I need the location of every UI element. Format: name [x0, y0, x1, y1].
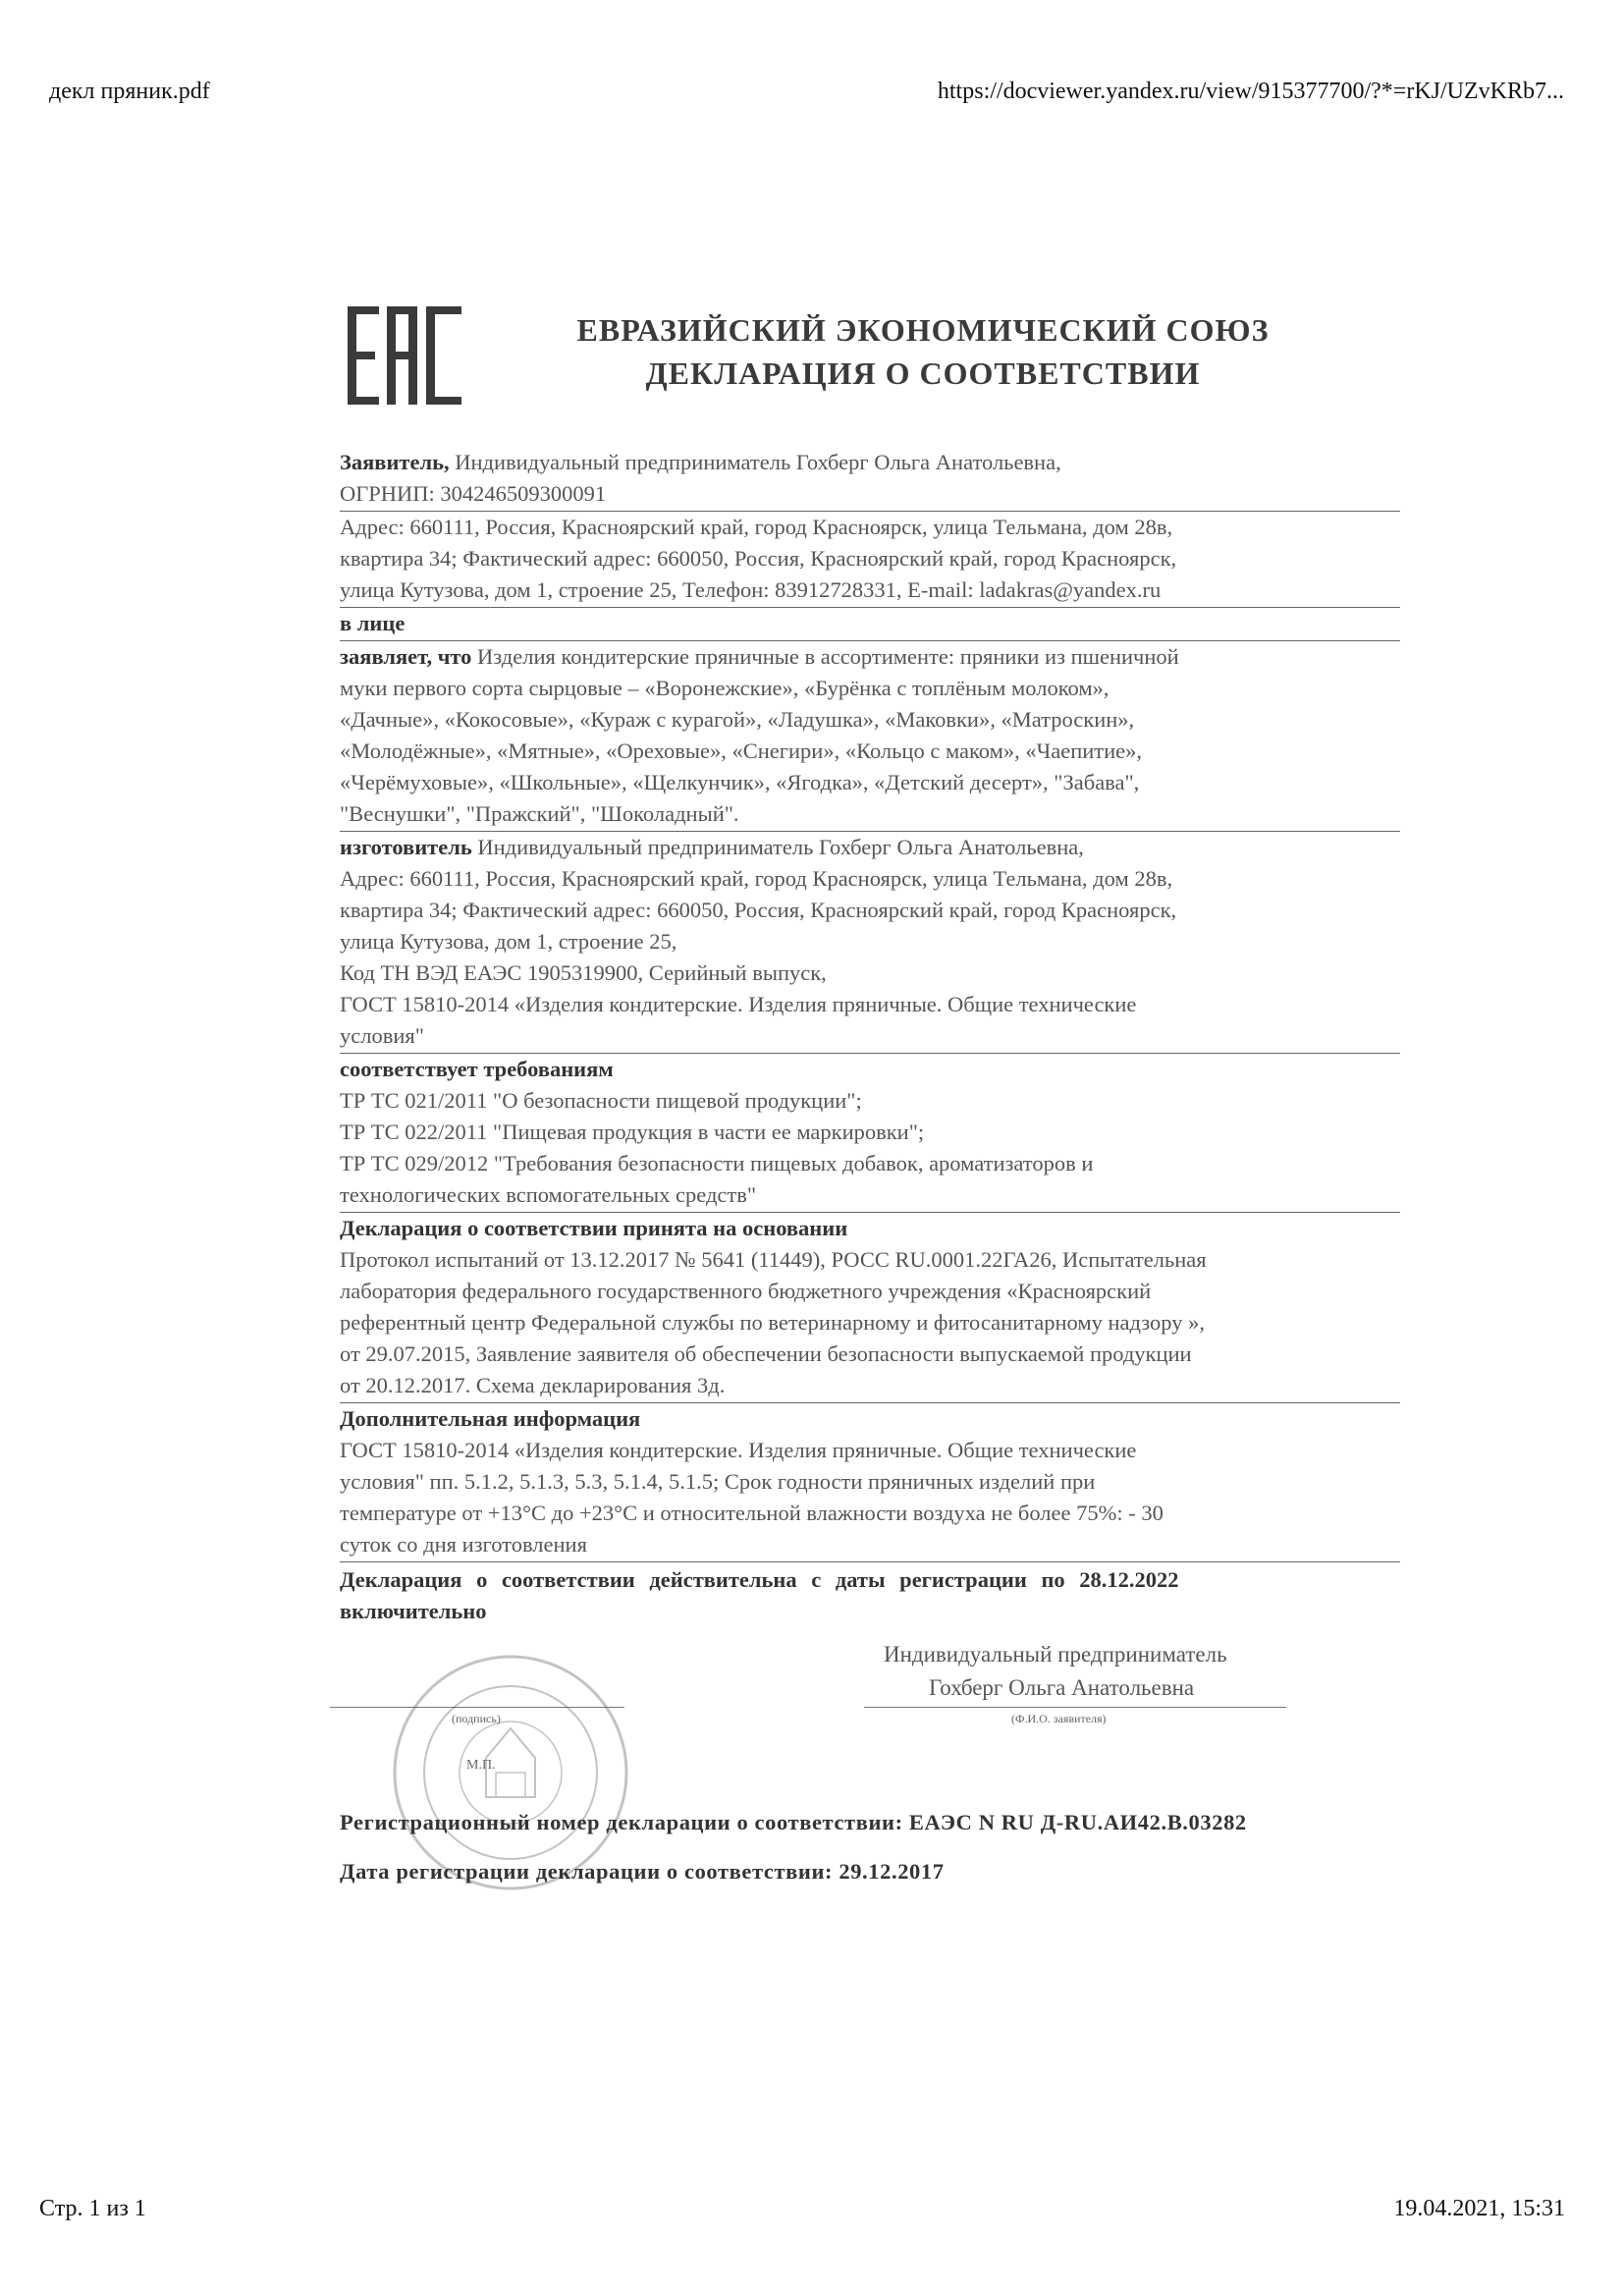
applicant-ogrnip: ОГРНИП: 304246509300091	[340, 481, 607, 506]
seal-caption: М.П.	[466, 1758, 496, 1773]
basis-line: от 20.12.2017. Схема декларирования 3д.	[340, 1373, 726, 1397]
registration-date	[340, 1859, 945, 1885]
additional-line: температуре от +13°С до +23°С и относительной влажности воздуха не более 75%: - 30	[340, 1501, 1164, 1525]
registration-date-value: 29.12.2017	[839, 1859, 945, 1884]
manufacturer-section	[340, 832, 1400, 1054]
declares-label: заявляет, что	[340, 644, 472, 669]
product-line: муки первого сорта сырцовые – «Воронежские», «Бурёнка с топлёным молоком»,	[340, 676, 1110, 700]
manufacturer-line: Адрес: 660111, Россия, Красноярский край, город Красноярск, улица Тельмана, дом 28в,	[340, 866, 1173, 891]
registration-number	[340, 1810, 1247, 1835]
product-line: «Черёмуховые», «Школьные», «Щелкунчик», «Ягодка», «Детский десерт», "Забава",	[340, 770, 1140, 794]
applicant-section	[340, 447, 1400, 512]
basis-line: от 29.07.2015, Заявление заявителя об обеспечении безопасности выпускаемой продукции	[340, 1341, 1192, 1366]
address-line: улица Кутузова, дом 1, строение 25, Телефон: 83912728331, E-mail: ladakras@yandex.ru	[340, 577, 1162, 602]
validity-text-end: включительно	[340, 1599, 487, 1623]
registration-number-label: Регистрационный номер декларации о соответствии:	[340, 1810, 903, 1834]
additional-label: Дополнительная информация	[340, 1406, 641, 1431]
applicant-address	[340, 512, 1400, 608]
basis-line: референтный центр Федеральной службы по ветеринарному и фитосанитарному надзору »,	[340, 1310, 1205, 1335]
product-line: Изделия кондитерские пряничные в ассортименте: пряники из пшеничной	[471, 644, 1179, 669]
product-line: «Молодёжные», «Мятные», «Ореховые», «Снегири», «Кольцо с маком», «Чаепитие»,	[340, 738, 1143, 763]
product-line: «Дачные», «Кокосовые», «Кураж с курагой», «Ладушка», «Маковки», «Матроскин»,	[340, 707, 1135, 732]
requirements-section	[340, 1054, 1400, 1213]
name-caption: (Ф.И.О. заявителя)	[1011, 1712, 1107, 1725]
print-url: https://docviewer.yandex.ru/view/915377700/?*=rKJ/UZvKRb7...	[937, 79, 1564, 104]
registration-date-label: Дата регистрации декларации о соответствии:	[340, 1859, 834, 1884]
print-filename: декл пряник.pdf	[49, 79, 210, 104]
manufacturer-label: изготовитель	[340, 835, 472, 859]
manufacturer-line: Индивидуальный предприниматель Гохберг Ольга Анатольевна,	[471, 835, 1084, 859]
basis-line: лаборатория федерального государственного бюджетного учреждения «Красноярский	[340, 1279, 1152, 1303]
name-line	[864, 1707, 1286, 1708]
requirement-line: ТР ТС 029/2012 "Требования безопасности пищевых добавок, ароматизаторов и	[340, 1151, 1094, 1175]
manufacturer-line: квартира 34; Фактический адрес: 660050, Россия, Красноярский край, город Красноярск,	[340, 898, 1177, 922]
declaration-title: ДЕКЛАРАЦИЯ О СООТВЕТСТВИИ	[645, 355, 1201, 391]
product-line: "Веснушки", "Пражский", "Шоколадный".	[340, 801, 739, 826]
address-line: Адрес: 660111, Россия, Красноярский край, город Красноярск, улица Тельмана, дом 28в,	[340, 515, 1173, 539]
manufacturer-line: улица Кутузова, дом 1, строение 25,	[340, 929, 677, 954]
applicant-label: Заявитель,	[340, 450, 450, 474]
additional-section	[340, 1403, 1400, 1562]
print-datetime: 19.04.2021, 15:31	[1393, 2196, 1565, 2221]
union-title: ЕВРАЗИЙСКИЙ ЭКОНОМИЧЕСКИЙ СОЮЗ	[576, 312, 1270, 348]
signer-name: Гохберг Ольга Анатольевна	[929, 1675, 1195, 1700]
eac-logo	[346, 302, 463, 410]
basis-label: Декларация о соответствии принята на основании	[340, 1216, 848, 1240]
additional-line: суток со дня изготовления	[340, 1532, 587, 1557]
requirement-line: ТР ТС 022/2011 "Пищевая продукция в части ее маркировки";	[340, 1120, 925, 1144]
in-person-section	[340, 608, 1400, 641]
signer-role: Индивидуальный предприниматель	[884, 1642, 1227, 1667]
basis-line: Протокол испытаний от 13.12.2017 № 5641 (11449), РОСС RU.0001.22ГА26, Испытательная	[340, 1247, 1207, 1272]
requirement-line: технологических вспомогательных средств"	[340, 1182, 757, 1207]
declaration-body	[340, 447, 1400, 1627]
additional-line: условия" пп. 5.1.2, 5.1.3, 5.3, 5.1.4, 5.1.5; Срок годности пряничных изделий при	[340, 1469, 1096, 1494]
applicant-name: Индивидуальный предприниматель Гохберг Ольга Анатольевна,	[449, 450, 1061, 474]
address-line: квартира 34; Фактический адрес: 660050, Россия, Красноярский край, город Красноярск,	[340, 546, 1177, 571]
in-person-label: в лице	[340, 611, 406, 635]
validity-text: Декларация о соответствии действительна с даты регистрации по 28.12.2022	[340, 1567, 1179, 1592]
manufacturer-line: Код ТН ВЭД ЕАЭС 1905319900, Серийный выпуск,	[340, 960, 827, 985]
additional-line: ГОСТ 15810-2014 «Изделия кондитерские. Изделия пряничные. Общие технические	[340, 1438, 1137, 1462]
requirement-line: ТР ТС 021/2011 "О безопасности пищевой продукции";	[340, 1088, 862, 1113]
print-page-number: Стр. 1 из 1	[39, 2196, 146, 2221]
declares-section	[340, 641, 1400, 832]
requirements-label: соответствует требованиям	[340, 1057, 614, 1081]
signature-caption: (подпись)	[452, 1712, 501, 1725]
validity-section	[340, 1562, 1400, 1627]
basis-section	[340, 1213, 1400, 1403]
registration-number-value: ЕАЭС N RU Д-RU.АИ42.В.03282	[908, 1810, 1247, 1834]
manufacturer-line: условия"	[340, 1023, 424, 1048]
manufacturer-line: ГОСТ 15810-2014 «Изделия кондитерские. Изделия пряничные. Общие технические	[340, 992, 1137, 1016]
